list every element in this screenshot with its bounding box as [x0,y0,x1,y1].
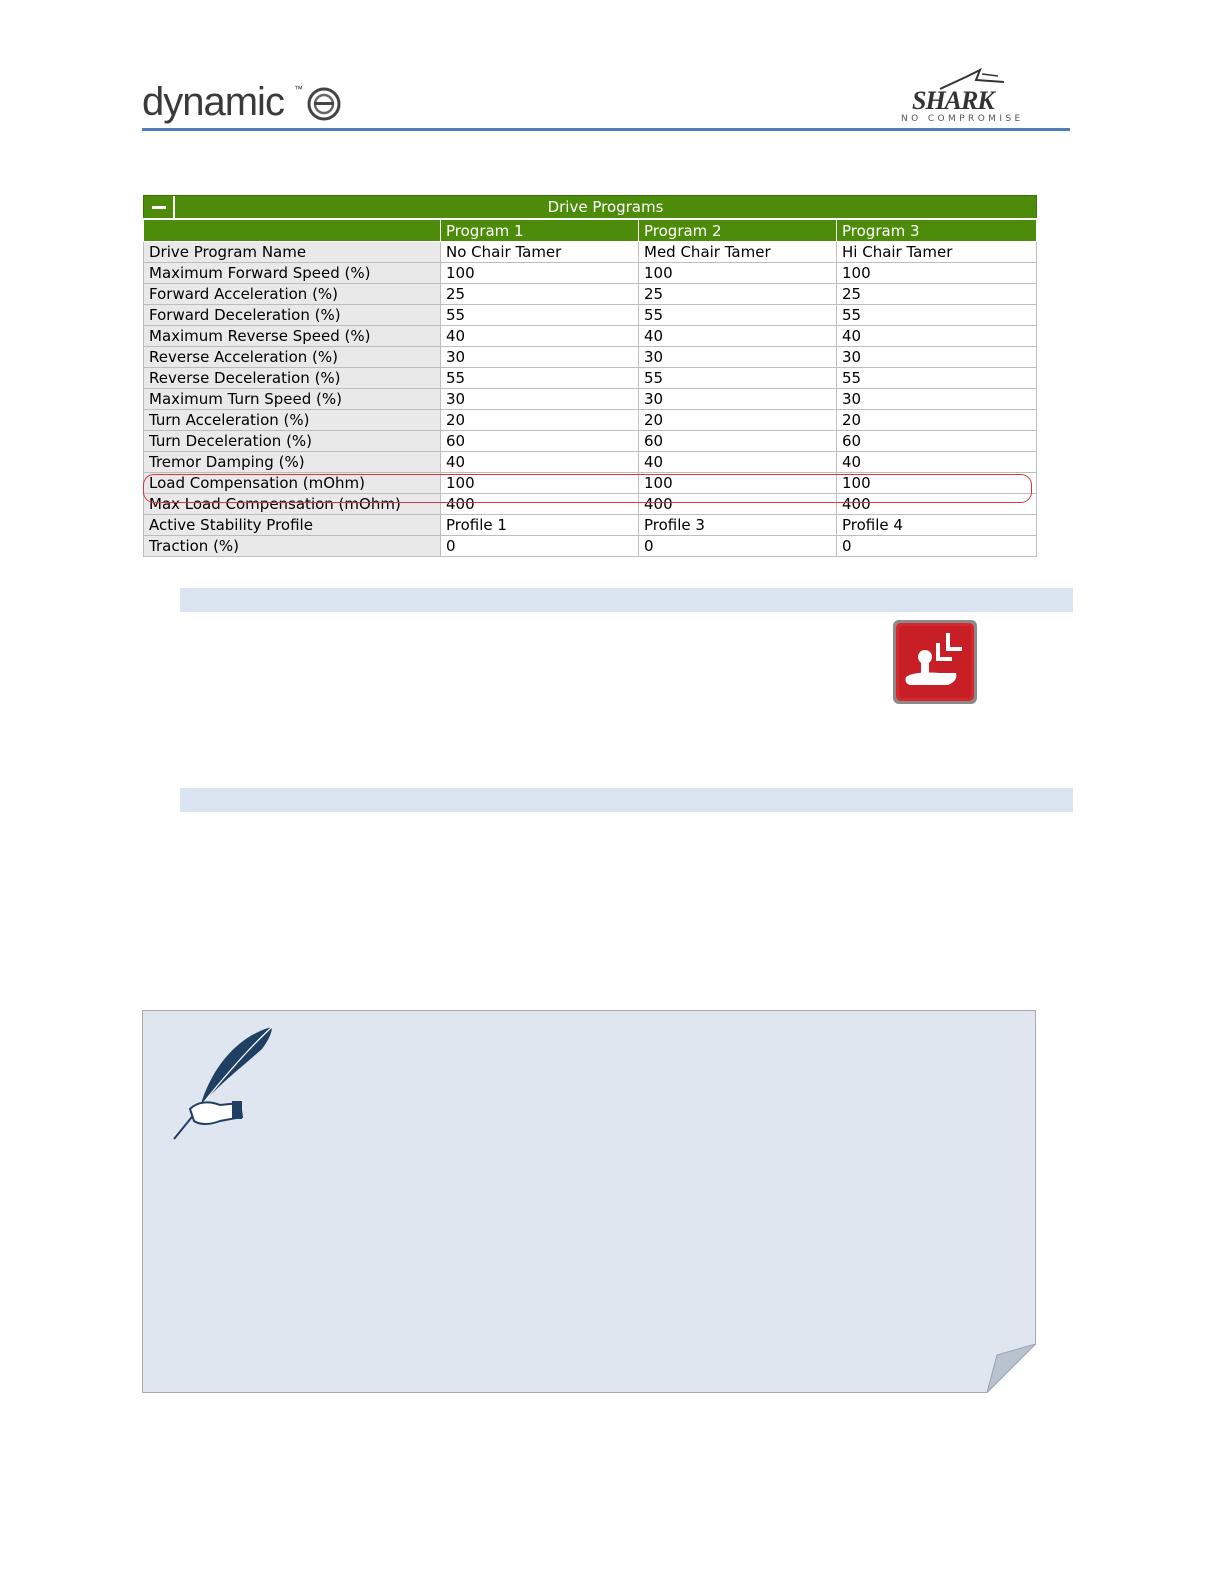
row-label: Active Stability Profile [144,515,441,536]
row-value[interactable]: 55 [441,305,639,326]
table-row [144,452,1037,473]
row-label: Reverse Acceleration (%) [144,347,441,368]
row-value[interactable]: No Chair Tamer [441,242,639,263]
row-label: Drive Program Name [144,242,441,263]
row-value[interactable]: 100 [441,473,639,494]
row-label: Forward Acceleration (%) [144,284,441,305]
row-value[interactable]: 40 [837,452,1037,473]
row-value[interactable]: 100 [639,263,837,284]
row-label: Load Compensation (mOhm) [144,473,441,494]
shark-logo-text: SHARK [912,86,994,115]
row-label: Turn Deceleration (%) [144,431,441,452]
header-empty-cell [144,219,441,242]
load-compensation-icon [892,619,978,705]
table-row [144,368,1037,389]
row-value[interactable]: Med Chair Tamer [639,242,837,263]
table-row [144,473,1037,494]
row-label: Maximum Forward Speed (%) [144,263,441,284]
collapse-button[interactable] [144,196,175,218]
table-row [144,347,1037,368]
table-row [144,536,1037,557]
drive-programs-table [143,195,1036,557]
row-label: Turn Acceleration (%) [144,410,441,431]
row-value[interactable]: 55 [639,368,837,389]
row-value[interactable]: 25 [837,284,1037,305]
row-value[interactable]: 30 [639,389,837,410]
table-header-row [144,219,1037,242]
row-value[interactable]: 30 [441,347,639,368]
row-value[interactable]: 25 [639,284,837,305]
table-title-row [144,196,1037,220]
row-value[interactable]: 60 [639,431,837,452]
row-value[interactable]: 400 [639,494,837,515]
row-value[interactable]: 0 [837,536,1037,557]
table-row [144,515,1037,536]
quill-pen-icon [170,1025,280,1143]
row-value[interactable]: Profile 3 [639,515,837,536]
row-value[interactable]: 400 [837,494,1037,515]
shark-tagline: NO COMPROMISE [901,114,1024,124]
row-label: Reverse Deceleration (%) [144,368,441,389]
section-heading-band [180,588,1073,612]
row-value[interactable]: 55 [639,305,837,326]
column-header[interactable]: Program 1 [441,219,639,242]
table-row [144,263,1037,284]
row-value[interactable]: 100 [639,473,837,494]
row-value[interactable]: 55 [837,305,1037,326]
row-value[interactable]: 20 [441,410,639,431]
table-row [144,326,1037,347]
row-value[interactable]: 40 [837,326,1037,347]
row-value[interactable]: 55 [837,368,1037,389]
row-value[interactable]: 30 [441,389,639,410]
row-value[interactable]: 60 [837,431,1037,452]
row-value[interactable]: 100 [441,263,639,284]
row-label: Max Load Compensation (mOhm) [144,494,441,515]
row-value[interactable]: 40 [441,326,639,347]
column-header[interactable]: Program 3 [837,219,1037,242]
row-value[interactable]: 30 [639,347,837,368]
section-heading-band [180,788,1073,812]
row-value[interactable]: 0 [639,536,837,557]
shark-logo [898,68,1043,128]
row-value[interactable]: 25 [441,284,639,305]
row-value[interactable]: Profile 1 [441,515,639,536]
table-row [144,389,1037,410]
row-label: Maximum Turn Speed (%) [144,389,441,410]
trademark-symbol: ™ [294,84,303,94]
column-header[interactable]: Program 2 [639,219,837,242]
row-label: Forward Deceleration (%) [144,305,441,326]
row-value[interactable]: 55 [441,368,639,389]
row-value[interactable]: Profile 4 [837,515,1037,536]
row-value[interactable]: 20 [837,410,1037,431]
table-row [144,284,1037,305]
row-label: Tremor Damping (%) [144,452,441,473]
row-label: Maximum Reverse Speed (%) [144,326,441,347]
row-value[interactable]: 40 [441,452,639,473]
row-value[interactable]: 20 [639,410,837,431]
row-value[interactable]: 40 [639,452,837,473]
table-row [144,242,1037,263]
row-value[interactable]: 100 [837,473,1037,494]
row-value[interactable]: 30 [837,389,1037,410]
row-value[interactable]: 100 [837,263,1037,284]
table-row [144,494,1037,515]
table-row [144,431,1037,452]
dynamic-logo [142,78,352,128]
row-label: Traction (%) [144,536,441,557]
row-value[interactable]: 30 [837,347,1037,368]
table-title: Drive Programs [547,198,664,216]
dynamic-e-logo-icon [304,84,344,124]
table-row [144,410,1037,431]
collapse-minus-icon [150,200,168,214]
table-row [144,305,1037,326]
row-value[interactable]: 40 [639,326,837,347]
row-value[interactable]: 0 [441,536,639,557]
dynamic-logo-text: dynamic [142,80,284,124]
row-value[interactable]: Hi Chair Tamer [837,242,1037,263]
row-value[interactable]: 400 [441,494,639,515]
row-value[interactable]: 60 [441,431,639,452]
header-divider [142,128,1070,131]
